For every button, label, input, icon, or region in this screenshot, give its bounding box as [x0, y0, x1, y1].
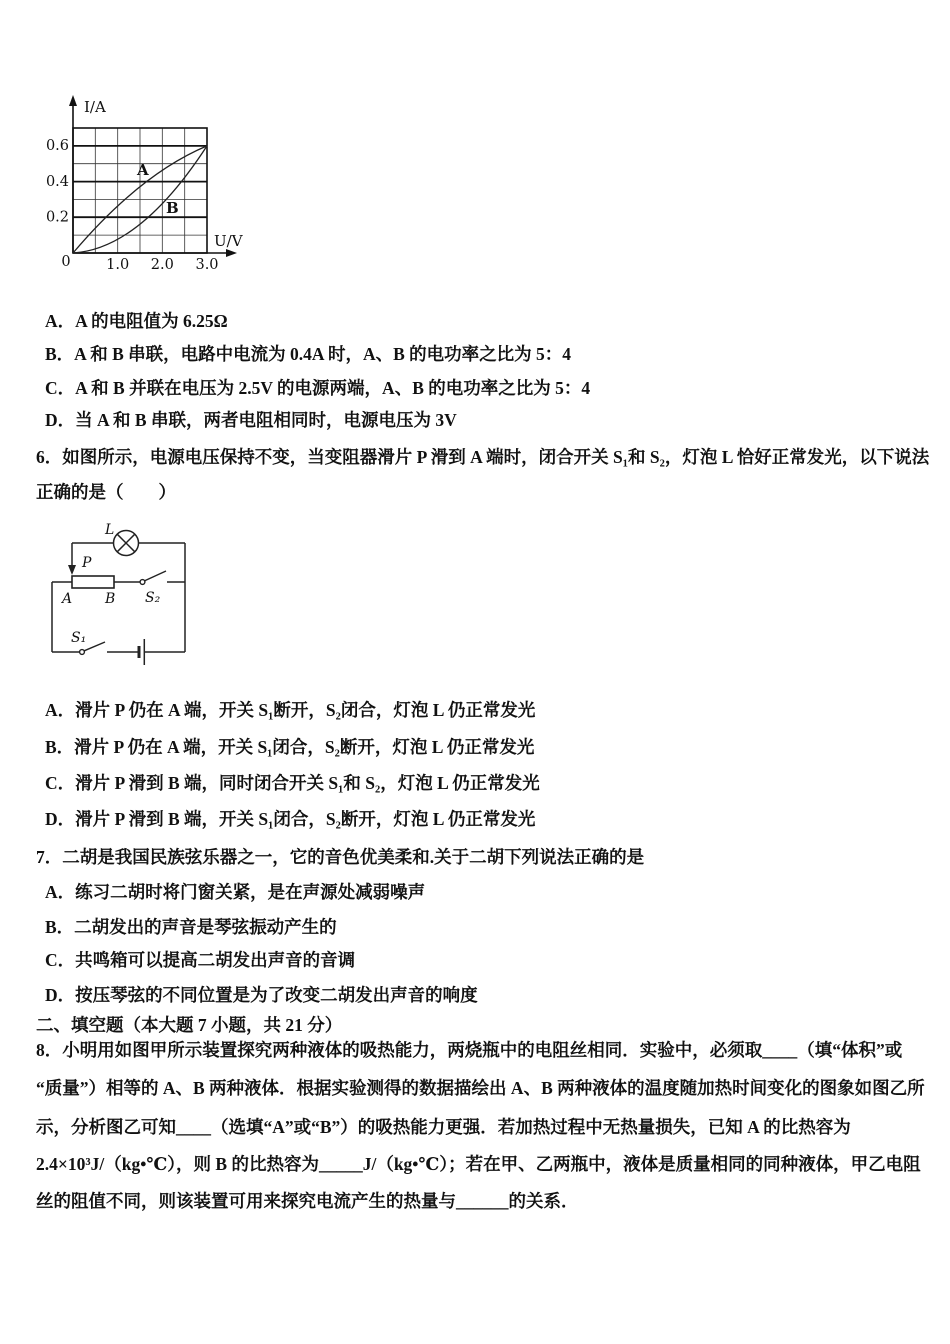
q6-stem-line2: 正确的是（ ）	[36, 482, 176, 502]
y-axis-label: I/A	[84, 98, 106, 116]
q7-option-b: B．二胡发出的声音是琴弦振动产生的	[45, 917, 337, 937]
q5-option-a: A．A 的电阻值为 6.25Ω	[45, 311, 228, 331]
q6-option-d: D．滑片 P 滑到 B 端，开关 S₁闭合，S₂断开，灯泡 L 仍正常发光	[45, 809, 536, 829]
q7-stem: 7．二胡是我国民族弦乐器之一，它的音色优美柔和.关于二胡下列说法正确的是	[36, 847, 645, 867]
q6-stem-line1: 6．如图所示，电源电压保持不变，当变阻器滑片 P 滑到 A 端时，闭合开关 S₁和 S₂，灯泡 L 恰好正常发光，以下说法	[36, 447, 930, 467]
q7-option-d: D．按压琴弦的不同位置是为了改变二胡发出声音的响度	[45, 985, 478, 1005]
q5-option-b: B．A 和 B 串联，电路中电流为 0.4A 时，A、B 的电功率之比为 5：4	[45, 344, 571, 364]
q5-option-c: C．A 和 B 并联在电压为 2.5V 的电源两端，A、B 的电功率之比为 5：4	[45, 378, 591, 398]
q8-line-1: 8．小明用如图甲所示装置探究两种液体的吸热能力，两烧瓶中的电阻丝相同．实验中，必须取____（填“体积”或	[36, 1040, 903, 1060]
section-2-heading: 二、填空题（本大题 7 小题，共 21 分）	[36, 1015, 343, 1035]
circuit-diagram	[48, 518, 253, 678]
y-tick-0.6: 0.6	[45, 138, 69, 154]
slider-label: P	[82, 555, 92, 571]
q6-option-a: A．滑片 P 仍在 A 端，开关 S₁断开，S₂闭合，灯泡 L 仍正常发光	[45, 700, 536, 720]
switch-s2-icon	[140, 571, 166, 584]
x-axis-label: U/V	[214, 232, 243, 250]
curve-B-label: B	[166, 199, 179, 217]
q8-line-2: “质量”）相等的 A、B 两种液体．根据实验测得的数据描绘出 A、B 两种液体的温度随加热时间变化的图象如图乙所	[36, 1078, 925, 1098]
slider-arrow-icon	[68, 565, 76, 575]
origin-label: 0	[61, 254, 71, 270]
q6-option-b: B．滑片 P 仍在 A 端，开关 S₁闭合，S₂断开，灯泡 L 仍正常发光	[45, 737, 535, 757]
y-axis-arrow-icon	[69, 95, 77, 106]
q7-option-a: A．练习二胡时将门窗关紧，是在声源处减弱噪声	[45, 882, 426, 902]
q5-option-d: D．当 A 和 B 串联，两者电阻相同时，电源电压为 3V	[45, 410, 457, 430]
lamp-label: L	[105, 522, 115, 538]
switch-s1-label: S₁	[71, 630, 87, 646]
q7-option-c: C．共鸣箱可以提高二胡发出声音的音调	[45, 950, 356, 970]
x-axis-arrow-icon	[226, 249, 237, 257]
q8-line-4: 2.4×10³J/（kg•℃），则 B 的比热容为_____J/（kg•℃）；若在甲、乙两瓶中，液体是质量相同的同种液体，甲乙电阻	[36, 1154, 921, 1174]
y-tick-0.2: 0.2	[45, 209, 69, 226]
terminal-a-label: A	[62, 591, 73, 607]
rheostat-icon	[72, 576, 114, 588]
current-voltage-graph	[40, 94, 245, 276]
q8-line-3: 示，分析图乙可知____（选填“A”或“B”）的吸热能力更强．若加热过程中无热量损失，已知 A 的比热容为	[36, 1117, 851, 1137]
switch-s2-label: S₂	[145, 590, 161, 606]
curve-A-label: A	[137, 161, 149, 179]
terminal-b-label: B	[105, 591, 116, 607]
x-tick-1.0: 1.0	[106, 257, 130, 273]
y-tick-0.4: 0.4	[45, 174, 69, 190]
lamp-icon	[114, 531, 139, 556]
battery-icon	[139, 639, 144, 665]
q8-line-5: 丝的阻值不同，则该装置可用来探究电流产生的热量与______的关系．	[36, 1191, 579, 1211]
q6-option-c: C．滑片 P 滑到 B 端，同时闭合开关 S₁和 S₂，灯泡 L 仍正常发光	[45, 773, 540, 793]
x-tick-3.0: 3.0	[195, 257, 219, 273]
x-tick-2.0: 2.0	[150, 257, 174, 273]
